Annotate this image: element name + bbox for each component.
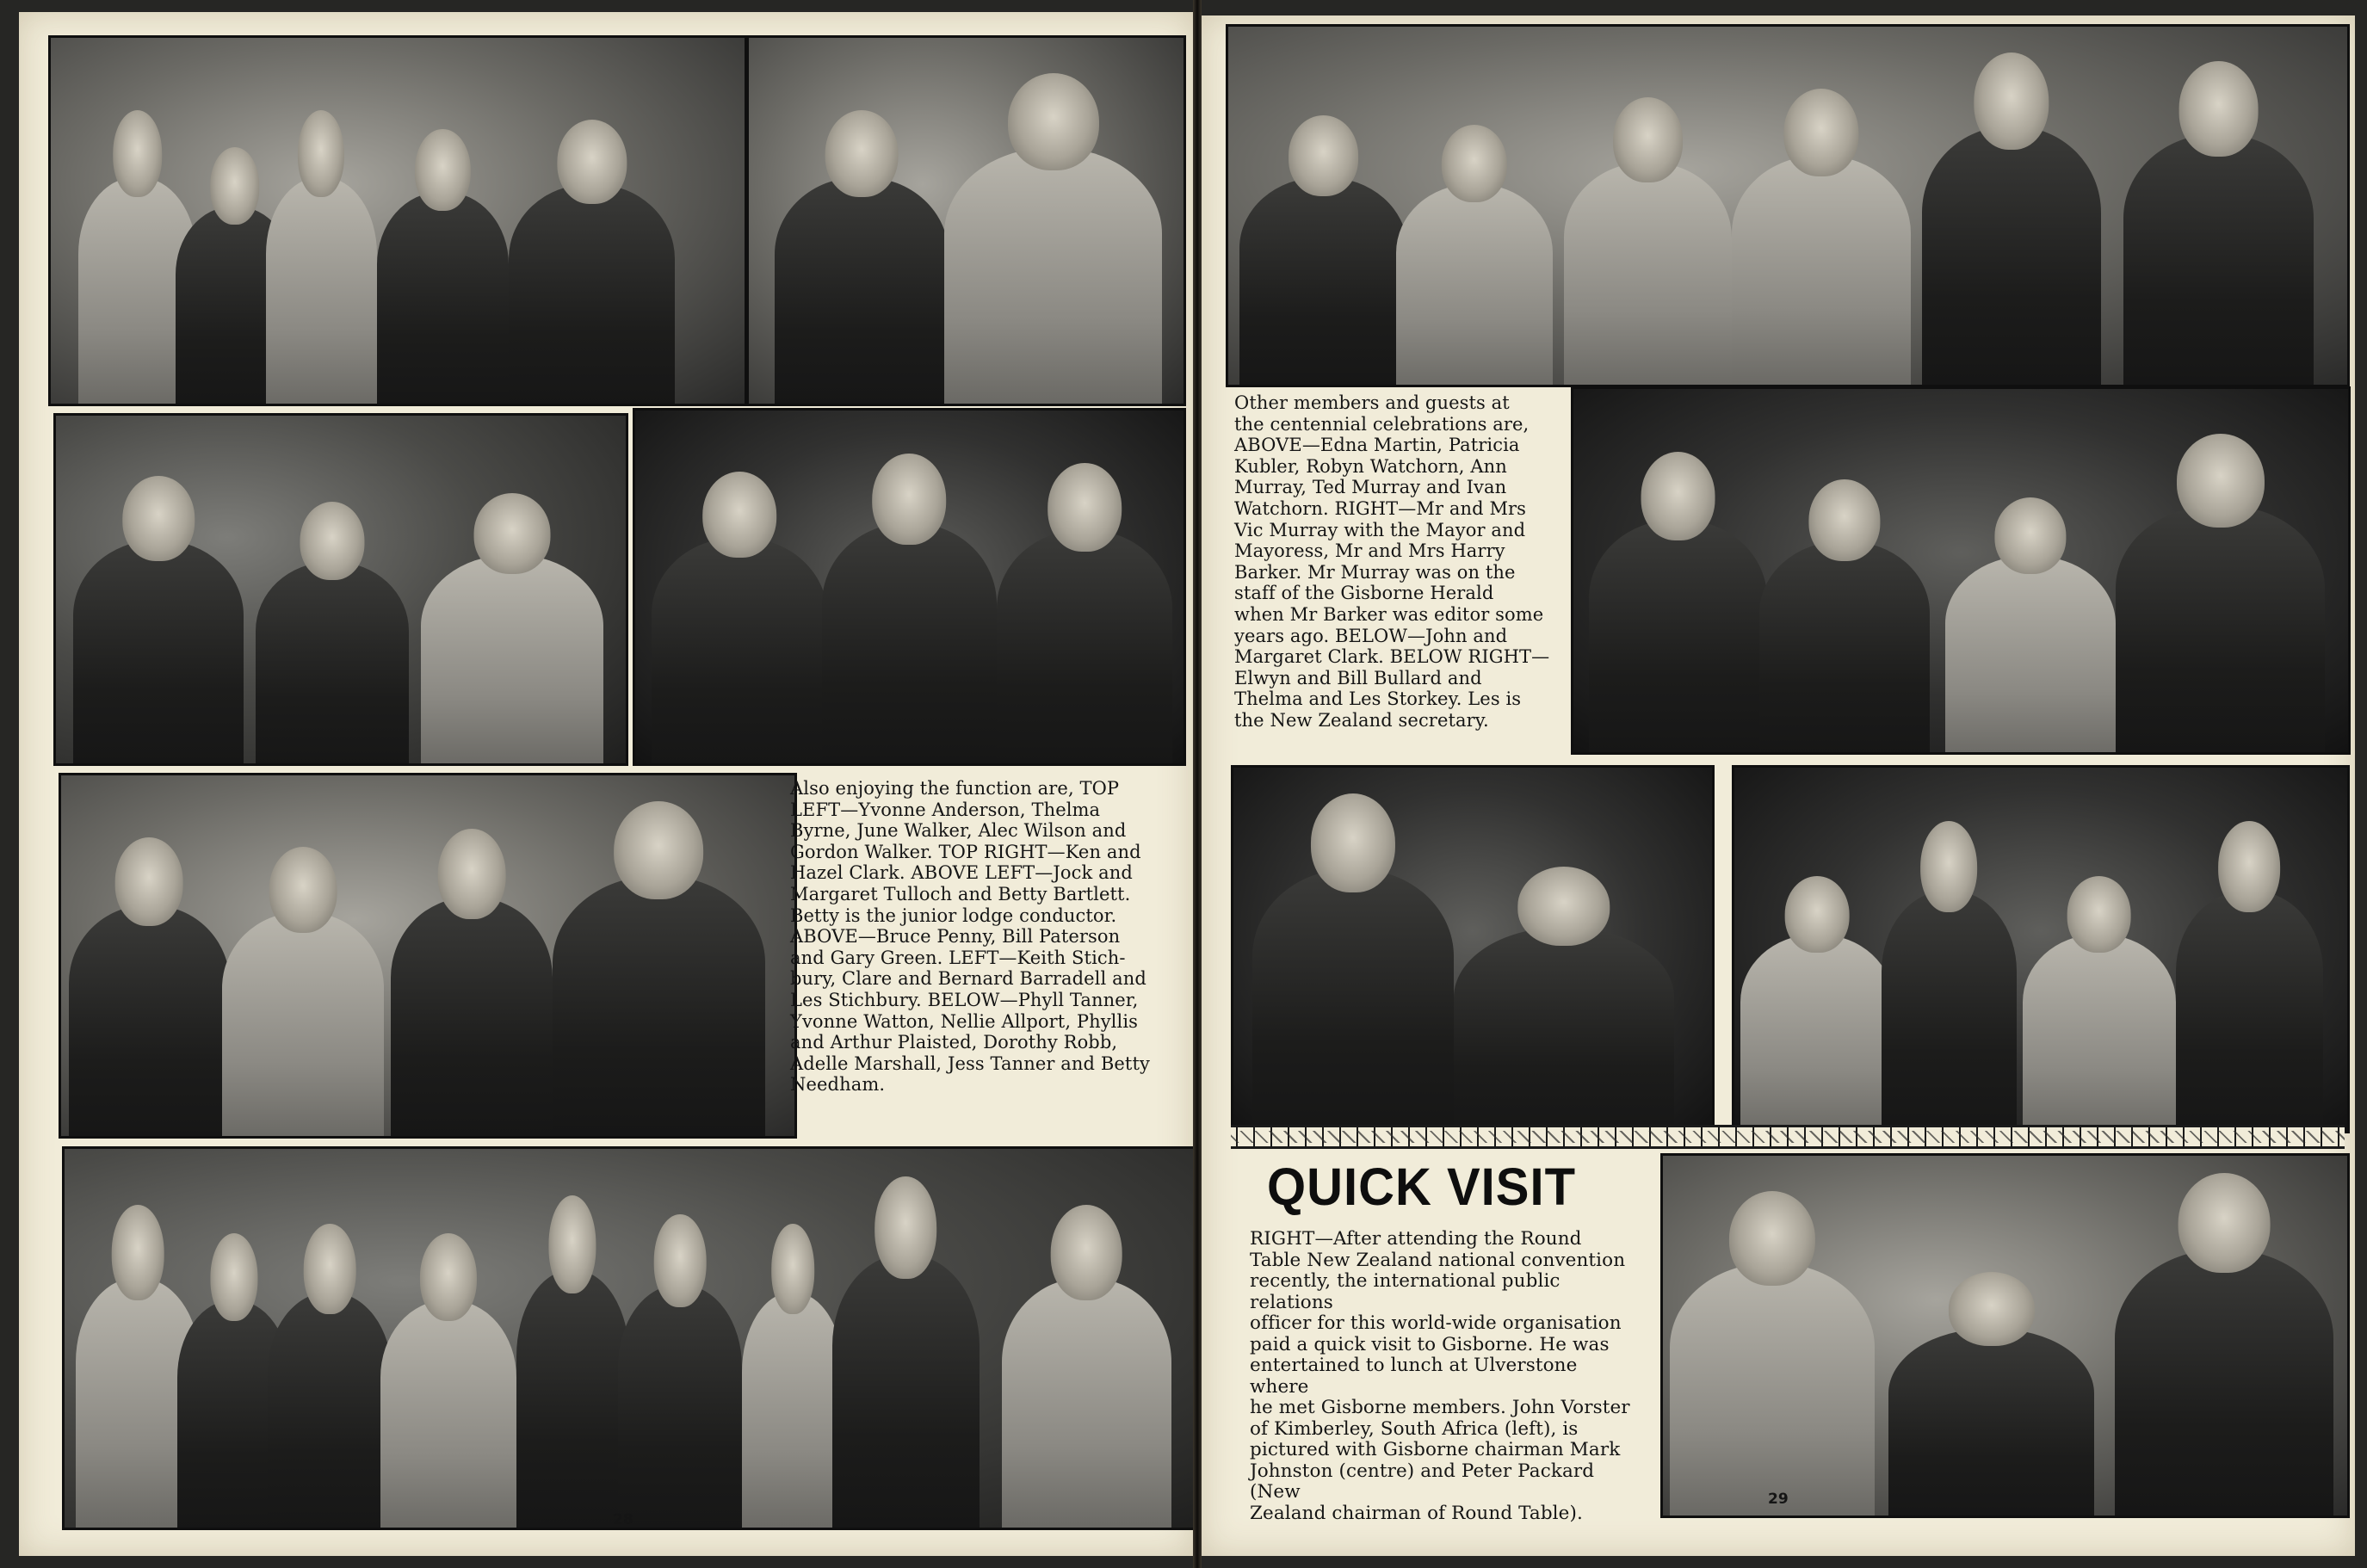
- left-page: [19, 12, 1193, 1556]
- page-number: 28: [613, 1511, 633, 1528]
- left-page-caption: Also enjoying the function are, TOP LEFT—Yvonne Anderson, Thelma Byrne, June Walker, Alec Wilson and Gordon Walker. TOP RIGHT—Ken and Hazel Clark. ABOVE LEFT—Jock and Margaret Tulloch and Betty Bartlett. Betty is the junior lodge conductor. ABOVE—Bruce Penny, Bill Paterson and Gary Green. LEFT—Keith Stich- bury, Clare and Bernard Barradell and Les Stichbury. BELOW—Phyll Tanner, Yvonne Watton, Nellie Allport, Phyllis and Arthur Plaisted, Dorothy Robb, Adelle Marshall, Jess Tanner and Betty Needham.: [790, 778, 1150, 1096]
- quick-visit-body: RIGHT—After attending the Round Table New Zealand national convention recently, the international public relations officer for this world-wide organisation paid a quick visit to Gisborne. He was entertained to lunch at Ulverstone where he met Gisborne members. John Vorster of Kimberley, South Africa (left), is pictured with Gisborne chairman Mark Johnston (centre) and Peter Packard (New Zealand chairman of Round Table).: [1250, 1228, 1630, 1524]
- photo-right-mayor-group: [1571, 386, 2351, 755]
- photo-below-large-group: [62, 1146, 1193, 1530]
- photo-top-right-couple: [746, 35, 1186, 406]
- photo-left-group-four: [59, 773, 797, 1139]
- photo-below-john-margaret-clark: [1231, 765, 1715, 1133]
- spine: [1193, 0, 1202, 1568]
- right-page: [1202, 15, 2355, 1556]
- photo-above-men-trio: [633, 408, 1186, 766]
- quick-visit-headline: QUICK VISIT: [1267, 1157, 1577, 1217]
- photo-top-left-group: [48, 35, 747, 406]
- photo-quick-visit-trio: [1660, 1153, 2350, 1518]
- right-page-caption: Other members and guests at the centennial celebrations are, ABOVE—Edna Martin, Patricia Kubler, Robyn Watchorn, Ann Murray, Ted Murray and Ivan Watchorn. RIGHT—Mr and Mrs Vic Murray with the Mayor and Mayoress, Mr and Mrs Harry Barker. Mr Murray was on the staff of the Gisborne Herald when Mr Barker was editor some years ago. BELOW—John and Margaret Clark. BELOW RIGHT— Elwyn and Bill Bullard and Thelma and Les Storkey. Les is the New Zealand secretary.: [1234, 392, 1550, 731]
- photo-below-right-group-four: [1732, 765, 2350, 1133]
- photo-above-group-six: [1226, 24, 2350, 387]
- decorative-border: [1231, 1125, 2345, 1149]
- photo-above-left-trio: [53, 413, 628, 766]
- page-number: 29: [1768, 1491, 1789, 1508]
